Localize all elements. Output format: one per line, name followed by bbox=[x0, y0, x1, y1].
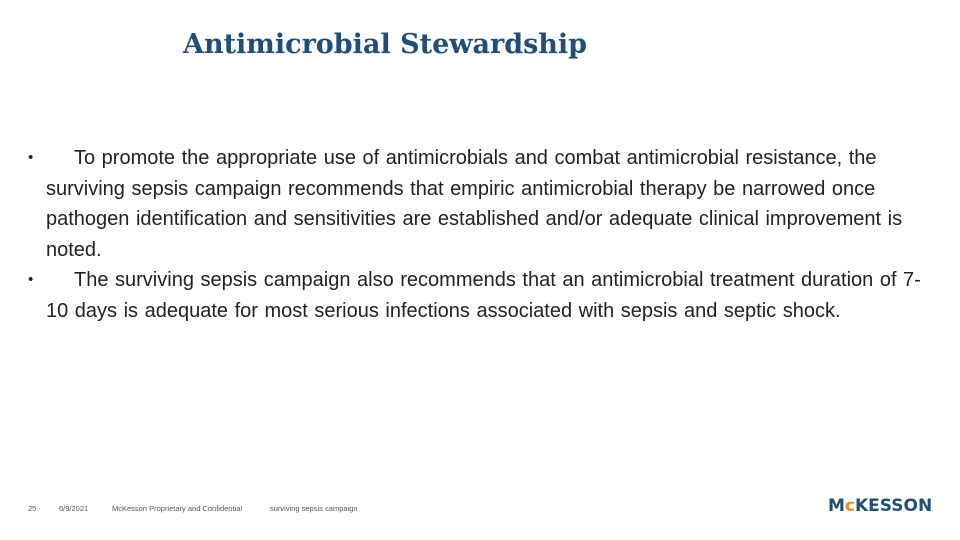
slide-title: Antimicrobial Stewardship bbox=[183, 29, 588, 60]
bullet-marker: • bbox=[28, 271, 34, 288]
logo-text-accent: c bbox=[844, 496, 855, 516]
mckesson-logo bbox=[828, 496, 932, 516]
bullet-marker: • bbox=[28, 149, 34, 166]
bullet-item bbox=[28, 265, 933, 326]
page-number: 25 bbox=[28, 504, 37, 513]
footer-topic: surviving sepsis campaign bbox=[270, 504, 358, 513]
logo-text-end: KESSON bbox=[855, 496, 933, 516]
logo-text-start: M bbox=[828, 496, 845, 516]
bullet-list bbox=[28, 143, 933, 326]
footer-date: 6/9/2021 bbox=[59, 504, 89, 513]
bullet-item bbox=[28, 143, 933, 265]
bullet-text: The surviving sepsis campaign also recommends that an antimicrobial treatment duration of 7-10 days is adequate for most serious infections associated with sepsis and septic shock. bbox=[46, 269, 921, 322]
footer-confidential: McKesson Proprietary and Confidential bbox=[112, 504, 243, 513]
bullet-text: To promote the appropriate use of antimicrobials and combat antimicrobial resistance, the surviving sepsis campaign recommends that empiric antimicrobial therapy be narrowed once pathogen identification and sensitivities are established and/or adequate clinical improvement is noted. bbox=[46, 147, 903, 261]
